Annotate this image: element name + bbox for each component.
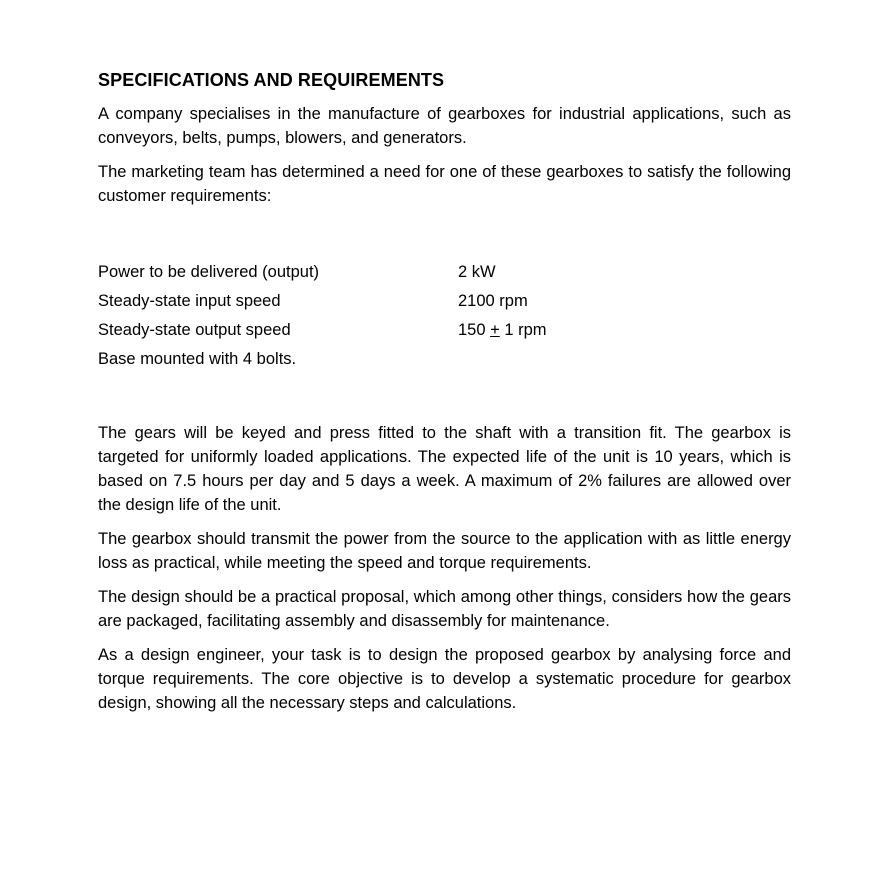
section-heading: SPECIFICATIONS AND REQUIREMENTS <box>98 70 445 90</box>
requirement-label: Steady-state output speed <box>98 321 291 339</box>
value-main: 150 <box>458 321 491 339</box>
requirement-value <box>458 316 547 345</box>
body-paragraph-2: The gearbox should transmit the power from the source to the application with as little energy loss as practical, while meeting the speed and torque requirements. <box>98 530 791 572</box>
body-paragraph-1: The gears will be keyed and press fitted to the shaft with a transition fit. The gearbox is targeted for uniformly loaded applications. The expected life of the unit is 10 years, which is based on 7.5 hours per day and 5 days a week. A maximum of 2% failures are allowed over the design life of the unit. <box>98 424 791 514</box>
value-rest: 1 rpm <box>499 321 547 339</box>
requirement-label: Base mounted with 4 bolts. <box>98 350 297 368</box>
requirement-row <box>98 287 791 316</box>
intro-paragraph-1: A company specialises in the manufacture of gearboxes for industrial applications, such as conveyors, belts, pumps, blowers, and generators. <box>98 105 791 147</box>
intro-paragraph-2: The marketing team has determined a need for one of these gearboxes to satisfy the following customer requirements: <box>98 163 791 205</box>
requirement-row <box>98 345 791 374</box>
body-paragraph-4: As a design engineer, your task is to design the proposed gearbox by analysing force and torque requirements. The core objective is to develop a systematic procedure for gearbox design, showing all the necessary steps and calculations. <box>98 646 791 712</box>
requirement-value: 2 kW <box>458 263 496 281</box>
document-page <box>98 68 791 715</box>
requirement-value: 2100 rpm <box>458 292 528 310</box>
requirement-label: Power to be delivered (output) <box>98 263 320 281</box>
requirement-row <box>98 258 791 287</box>
requirement-row <box>98 316 791 345</box>
body-paragraph-3: The design should be a practical proposal, which among other things, considers how the gears are packaged, facilitating assembly and disassembly for maintenance. <box>98 588 791 630</box>
requirements-table <box>98 258 791 374</box>
requirement-label: Steady-state input speed <box>98 292 281 310</box>
plus-minus-sign: + <box>490 321 500 339</box>
